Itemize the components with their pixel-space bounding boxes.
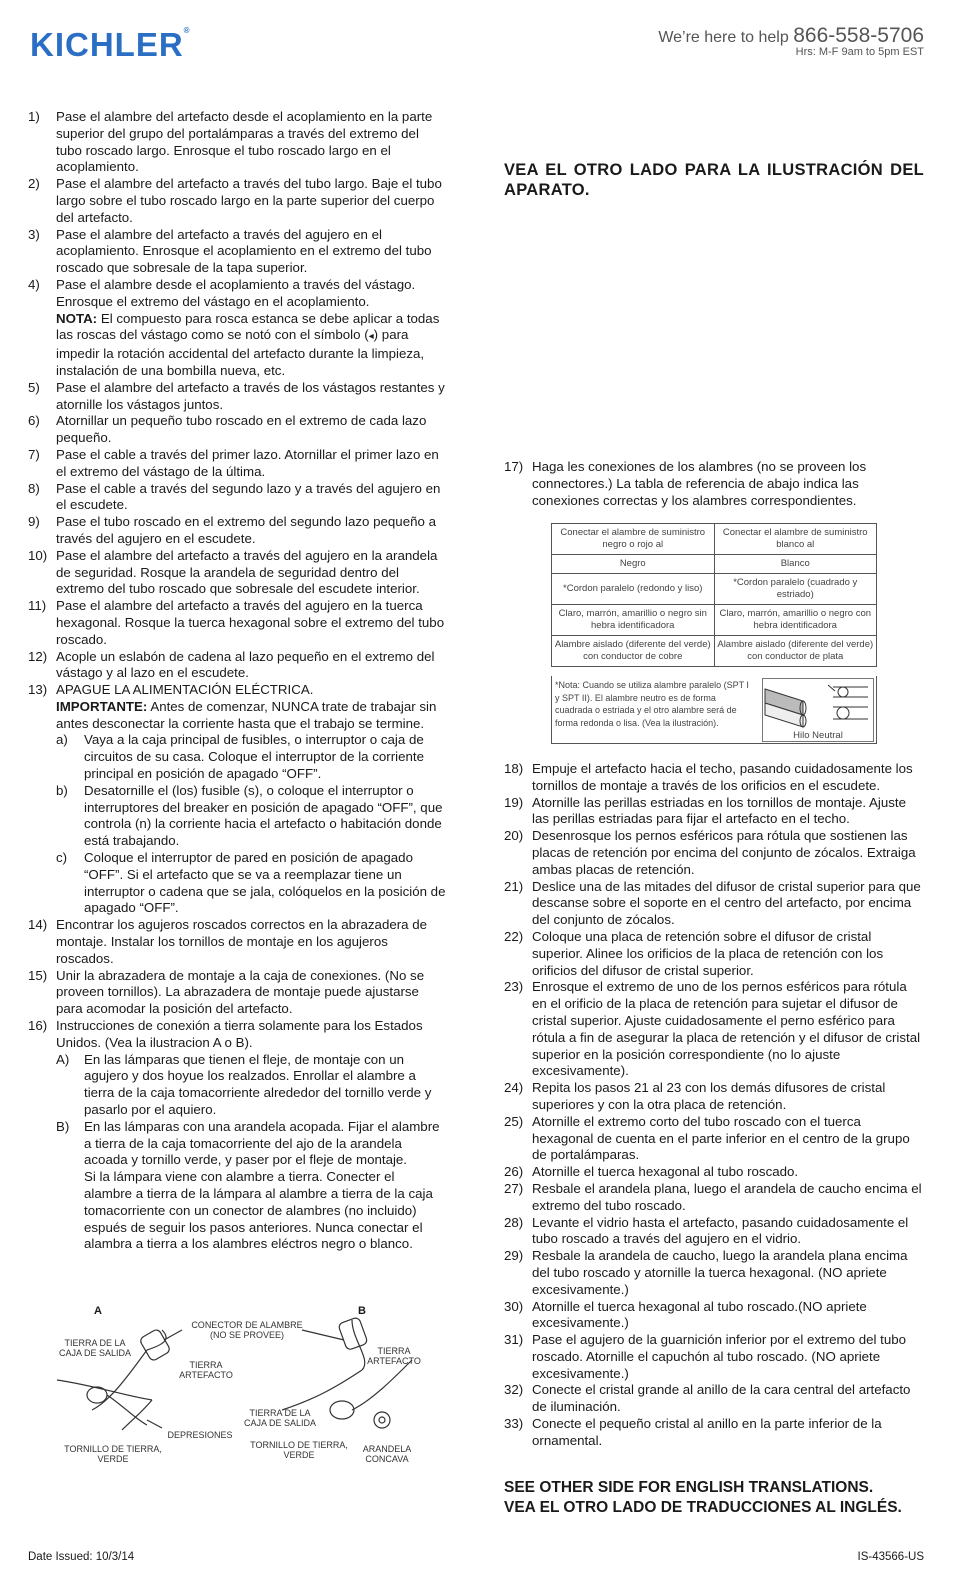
step-number: 23) [504,979,524,995]
step-number: 30) [504,1298,524,1314]
step-number: B) [56,1118,70,1134]
step-text: Atornille las perillas estriadas en los tornillos de montaje. Ajuste las perillas estriadas para fijar el artefacto en el techo. [532,794,906,827]
step-text: Levante el vidrio hasta el artefacto, pasando cuidadosamente el tubo roscado a través del agujero en el vidrio. [532,1214,909,1247]
table-row [552,636,877,667]
step-text: Deslice una de las mitades del difusor de cristal superior para que descanse sobre el soporte en el centro del artefacto, por encima del conjunto de zócalos. [532,878,921,928]
step-number: 28) [504,1214,524,1230]
step-item [56,783,446,850]
date-issued: Date Issued: 10/3/14 [28,1551,135,1563]
step-text: En las lámparas con una arandela acopada. Fijar el alambre a tierra de la caja tomacorriente del ajo de la arandela acoada y tornillo verde, y paser por el fleje de montaje. [84,1118,440,1168]
table-cell: Claro, marrón, amarillio o negro sin hebra identificadora [552,605,715,636]
hours-text: Hrs: M-F 9am to 5pm EST [795,46,924,58]
step-item [56,1052,446,1119]
step-number: c) [56,850,68,866]
table-cell: Alambre aislado (diferente del verde) con conductor de plata [714,636,877,667]
step-item [504,1114,922,1164]
wire-reference-table [551,523,877,667]
step-number: 12) [28,648,48,664]
step-text: APAGUE LA ALIMENTACIÓN ELÉCTRICA. [56,682,314,698]
step-text: Instrucciones de conexión a tierra solamente para los Estados Unidos. (Vea la ilustracion A o B). [56,1018,423,1050]
step-item [504,1080,922,1114]
label-ground-fixture-a: TIERRA ARTEFACTO [179,1360,233,1380]
grounding-diagram [52,1300,452,1472]
diagram-letter-a: A [94,1305,102,1317]
table-row [552,555,877,574]
table-row [552,574,877,605]
step-item [28,598,446,648]
step-text: Empuje el artefacto hacia el techo, pasando cuidadosamente los tornillos de montaje a través de los orificios en el escudete. [532,761,913,793]
step-item [56,732,446,782]
step-number: 9) [28,514,40,530]
table-cell: Conectar el alambre de suministro blanco al [714,524,877,555]
step-number: 31) [504,1332,524,1348]
step-item [504,1382,922,1416]
table-row [552,605,877,636]
step-item [504,761,922,795]
step-text: Pase el alambre del artefacto a través del agujero en el acoplamiento. Enrosque el acoplamiento en el extremo del tubo roscado que sobresale de la tapa superior. [56,226,432,276]
step-item [28,227,446,277]
step-text: Coloque una placa de retención sobre el difusor de cristal superior. Alinee los orificios de la placa de retención con los orificios del difusor de cristal superior. [532,928,884,978]
step-item [504,1164,922,1181]
see-other-side-heading: VEA EL OTRO LADO PARA LA ILUSTRACIÓN DEL APARATO. [504,161,924,199]
step-item [28,917,446,967]
label-ground-box-b: TIERRA DE LA CAJA DE SALIDA [243,1408,317,1428]
step17: 17) Haga les conexiones de los alambres (no se proveen los connectores.) La tabla de referencia de abajo indica las conexiones correctas y los alambres correspondientes. [504,459,867,508]
step-text: Pase el cable a través del primer lazo. Atornillar el primer lazo en el extremo del vástago de la última. [56,446,439,479]
step-number: 19) [504,794,524,810]
right-steps [504,761,922,1450]
step-number: 26) [504,1164,524,1180]
step-item [28,968,446,1018]
step-text: Atornille el tuerca hexagonal al tubo roscado.(NO apriete excesivamente.) [532,1298,867,1331]
footer-translation-note [504,1478,924,1518]
step-item [504,1181,922,1215]
footer-line-spanish: VEA EL OTRO LADO DE TRADUCCIONES AL INGLÉS. [504,1499,902,1516]
label-ground-box-a: TIERRA DE LA CAJA DE SALIDA [58,1338,132,1358]
step-text: Conecte el pequeño cristal al anillo en la parte inferior de la ornamental. [532,1416,882,1448]
step-number: 18) [504,761,524,776]
step-number: 7) [28,446,40,462]
step-number: 13) [28,682,48,698]
step-number: a) [56,732,68,748]
step-number: 10) [28,547,48,563]
step-number: 32) [504,1382,524,1398]
step-item [28,176,446,226]
step-number: 6) [28,413,40,429]
step-item [504,1332,922,1382]
step-text: Pase el agujero de la guarnición inferior por el extremo del tubo roscado. Atornille el capuchón al tubo roscado. (NO apriete excesivamente.) [532,1332,907,1381]
step-text: En las lámparas que tienen el fleje, de montaje con un agujero y dos hoyue los realzados. Enrollar el alambre a tierra de la caja tomacorriente alrededor del tornillo verde y pasarlo por el aquiero. [84,1051,432,1118]
step-text: Unir la abrazadera de montaje a la caja de conexiones. (No se proveen tornillos). La abrazadera de montaje puede ajustarse para acomodar la posición del artefacto. [56,967,425,1017]
step-text: Pase el cable a través del segundo lazo y a través del agujero en el escudete. [56,480,441,513]
help-text: We’re here to help [658,29,789,46]
neutral-wire-svg [763,679,873,729]
kichler-logo: KICHLER® [30,26,191,63]
neutral-wire-label: Hilo Neutral [793,730,843,741]
step-text: Pase el alambre del artefacto a través del agujero en la tuerca hexagonal. Rosque la tuerca hexagonal sobre el extremo del tubo roscado. [56,598,445,647]
step-item [28,447,446,481]
step-number: A) [56,1051,70,1067]
table-cell: Alambre aislado (diferente del verde) con conductor de cobre [552,636,715,667]
step-text: Encontrar los agujeros roscados correctos en la abrazadera de montaje. Instalar los tornillos de montaje en los agujeros roscados. [56,917,428,966]
step-number: 3) [28,226,40,242]
left-column [28,109,446,1253]
step-number: 5) [28,379,40,395]
step-text: Repita los pasos 21 al 23 con los demás difusores de cristal superiores y con la otra placa de retención. [532,1080,886,1112]
step-text: Resbale la arandela de caucho, luego la arandela plana encima del tubo roscado y atornille la tuerca hexagonal. (NO apriete excesivamente.) [532,1248,908,1297]
step-text: Enrosque el extremo de uno de los pernos esféricos para rótula en el orificio de la placa de retención para sujetar el difusor de cristal superior. Ajuste cuidadosamente el perno esférico para rótula a fin de asegurar la placa de retención y el difusor de cristal superior en la posición correspondiente (no lo ajuste excesivamente). [532,979,921,1079]
step-number: b) [56,782,68,798]
table-cell: Claro, marrón, amarillio o negro con hebra identificadora [714,605,877,636]
thread-symbol-icon: ◂ [368,331,374,343]
table-cell: Blanco [714,555,877,574]
step-text: Pase el alambre del artefacto a través de los vástagos restantes y atornille los vástagos juntos. [56,379,445,412]
step-item [28,1018,446,1052]
step-item [28,481,446,515]
step-item [504,1215,922,1249]
step4-note: NOTA: El compuesto para rosca estanca se debe aplicar a todas las roscas del vástago como se notó con el símbolo (◂) para impedir la rotación accidental del artefacto durante la limpieza, instalación de una bombilla nueva, etc. [56,310,440,378]
step-number: 14) [28,917,48,933]
step-item [28,548,446,598]
step-item [28,277,446,311]
step-number: 25) [504,1113,524,1129]
step-number: 2) [28,176,40,192]
phone-number: 866-558-5706 [793,24,924,47]
step-item [56,1119,446,1169]
footer-line-english: SEE OTHER SIDE FOR ENGLISH TRANSLATIONS. [504,1479,874,1496]
step-item [504,1416,922,1450]
step-item [504,795,922,829]
diagram-letter-b: B [358,1305,366,1317]
step-item [504,979,922,1080]
help-contact [658,24,924,58]
step-text: Coloque el interruptor de pared en posición de apagado “OFF”. Si el artefacto que se va a reemplazar tiene un interruptor o cadena que se jala, colóquelos en la posición de apagado “OFF”. [84,850,446,916]
table-cell: *Cordon paralelo (cuadrado y estriado) [714,574,877,605]
step-number: 27) [504,1180,524,1196]
step-item [504,828,922,878]
step-text: Pase el tubo roscado en el extremo del segundo lazo pequeño a través del agujero en el escudete. [56,514,436,546]
step-item [28,649,446,683]
label-depressions: DEPRESIONES [167,1430,233,1440]
step-item [504,929,922,979]
step-text: Desenrosque los pernos esféricos para rótula que sostienen las placas de retención por encima del conjunto de zócalos. Extraiga ambas placas de retención. [532,828,916,877]
step-text: Acople un eslabón de cadena al lazo pequeño en el extremo del vástago y al lazo en el escudete. [56,648,435,681]
step-number: 16) [28,1018,48,1034]
step-item [56,850,446,917]
step-item [28,682,446,699]
step-number: 21) [504,878,524,894]
step-item [28,514,446,548]
step-number: 24) [504,1080,524,1096]
table-note [551,676,877,744]
step-number: 11) [28,598,47,614]
label-ground-fixture-b: TIERRA ARTEFACTO [367,1346,421,1366]
table-cell: *Cordon paralelo (redondo y liso) [552,574,715,605]
step-text: Pase el alambre del artefacto a través del tubo largo. Baje el tubo largo sobre el tubo roscado largo en la parte superior del cuerpo del artefacto. [56,176,442,225]
label-connector: CONECTOR DE ALAMBRE (NO SE PROVEE) [191,1320,303,1340]
step-item [28,109,446,176]
step-text: Pase el alambre desde el acoplamiento a través del vástago. Enrosque el extremo del vástago en el acoplamiento. [56,276,416,309]
step13-important: IMPORTANTE: Antes de comenzar, NUNCA trate de trabajar sin antes desconectar la corriente hasta que el trabajo se termine. [56,698,437,731]
step-text: Atornille el tuerca hexagonal al tubo roscado. [532,1164,799,1180]
step-number: 15) [28,967,48,983]
table-cell: Conectar el alambre de suministro negro o rojo al [552,524,715,555]
step-item [28,413,446,447]
step-number: 1) [28,109,40,124]
table-note-text: *Nota: Cuando se utiliza alambre paralelo (SPT I y SPT II). El alambre neutro es de forma cuadrada o estriada y el otro alambre será de forma redonda o lisa. (Vea la ilustración). [555,680,749,728]
step-number: 33) [504,1416,524,1432]
document-id: IS-43566-US [857,1551,924,1563]
step-text: Atornille el extremo corto del tubo roscado con el tuerca hexagonal de cuenta en el parte inferior en el centro de la grupo de portalámparas. [532,1113,910,1163]
label-screw-a: TORNILLO DE TIERRA, VERDE [64,1444,162,1464]
step-text: Resbale el arandela plana, luego el arandela de caucho encima el extremo del tubo roscado. [532,1180,922,1213]
label-washer-b: ARANDELA CONCAVA [362,1444,412,1464]
step-text: Vaya a la caja principal de fusibles, o interruptor o caja de circuitos de su casa. Coloque el interruptor de la corriente principal en posición de apagado “OFF”. [84,732,424,782]
step-number: 22) [504,928,524,944]
neutral-wire-illustration [762,678,874,742]
step-item [504,1248,922,1298]
step-number: 29) [504,1248,524,1264]
label-screw-b: TORNILLO DE TIERRA, VERDE [250,1440,348,1460]
step16-paragraph: Si la lámpara viene con alambre a tierra. Conecter el alambre a tierra de la lámpara al alambre a tierra de la caja tomacorriente con un conector de alambres (no incluido) espués de seguir los pasos anteriores. Nunca conectar el alambra a tierra a los alambres eléctros negro o blanco. [84,1169,433,1252]
step-number: 4) [28,276,40,292]
table-row [552,524,877,555]
step-number: 8) [28,480,40,496]
step-item [28,380,446,414]
step-number: 20) [504,828,524,844]
step-text: Pase el alambre del artefacto a través del agujero en la arandela de seguridad. Rosque la arandela de seguridad dentro del extremo del tubo roscado que sobresale del escudete interior. [56,547,438,597]
step-item [504,1299,922,1333]
table-cell: Negro [552,555,715,574]
step-item [504,879,922,929]
step-text: Desatornille el (los) fusible (s), o coloque el interruptor o interruptores del breaker en posición de apagado “OFF”, que controla (n) la corriente hacia el artefacto o habitación donde está trabajando. [84,782,443,849]
step-text: Pase el alambre del artefacto desde el acoplamiento en la parte superior del grupo del portalámparas a través del extremo del tubo roscado largo. Enrosque el tubo roscado largo en el acoplamiento. [56,109,433,175]
step-text: Atornillar un pequeño tubo roscado en el extremo de cada lazo pequeño. [56,413,427,446]
step-text: Conecte el cristal grande al anillo de la cara central del artefacto de iluminación. [532,1382,911,1415]
